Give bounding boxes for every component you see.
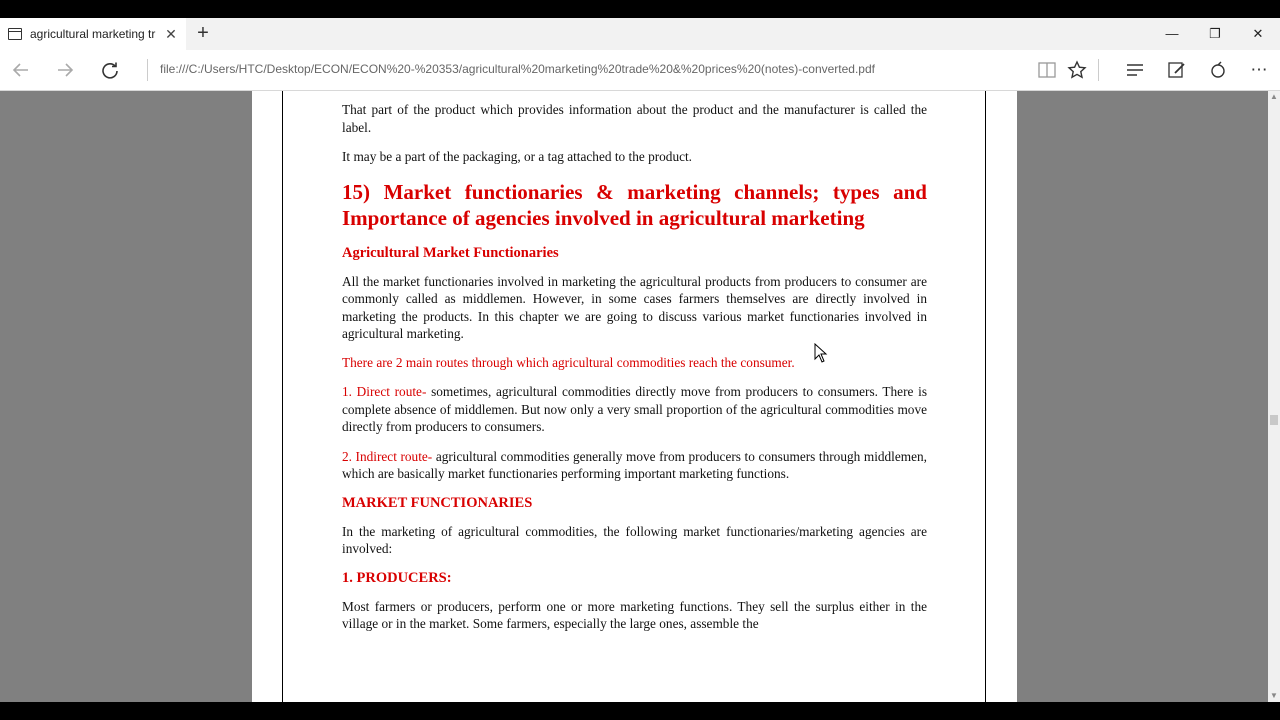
document-text <box>342 101 927 633</box>
refresh-icon[interactable] <box>95 56 125 84</box>
share-icon[interactable] <box>1203 56 1233 84</box>
paragraph-agencies: In the marketing of agricultural commodities, the following market functionaries/marketing agencies are involved: <box>342 523 927 556</box>
indirect-route-label: 2. Indirect route- <box>342 448 433 464</box>
direct-route-label: 1. Direct route- <box>342 384 427 399</box>
subheading-producers: 1. PRODUCERS: <box>342 569 452 586</box>
tab-active[interactable] <box>0 18 186 50</box>
favorite-star-icon[interactable] <box>1062 56 1092 84</box>
pdf-page <box>252 91 1017 702</box>
back-icon[interactable] <box>6 56 36 84</box>
hub-icon[interactable] <box>1120 56 1150 84</box>
browser-window <box>0 18 1280 702</box>
tab-bar <box>0 18 1280 50</box>
paragraph-producers: Most farmers or producers, perform one or more marketing functions. They sell the surplus either in the village or in the market. Some farmers, especially the large ones, assemble the <box>342 598 927 631</box>
divider <box>1098 59 1099 81</box>
paragraph-direct-route <box>342 383 927 436</box>
section-heading: 15) Market functionaries & marketing channels; types and Importance of agencies involved in agricultural marketing <box>342 179 927 230</box>
paragraph-routes: There are 2 main routes through which agricultural commodities reach the consumer. <box>342 354 795 370</box>
vertical-scrollbar[interactable] <box>1268 91 1280 702</box>
minimize-button[interactable]: — <box>1165 26 1179 41</box>
close-window-button[interactable]: ✕ <box>1252 26 1264 41</box>
forward-icon[interactable] <box>50 56 80 84</box>
subheading-market-functionaries: Agricultural Market Functionaries <box>342 244 559 261</box>
tab-title: agricultural marketing tr <box>30 27 156 41</box>
close-icon[interactable]: ✕ <box>165 26 177 42</box>
restore-button[interactable]: ❐ <box>1209 26 1221 41</box>
page-border-right <box>985 91 986 702</box>
navigation-bar <box>0 50 1280 91</box>
new-tab-button[interactable]: + <box>197 22 209 44</box>
page-border-left <box>282 91 283 702</box>
direct-route-text: sometimes, agricultural commodities directly move from producers to consumers. There is complete absence of middlemen. But now only a very small proportion of the agricultural commodities move directly from producers to consumers. <box>342 384 927 434</box>
page-icon <box>8 28 22 40</box>
reading-view-icon[interactable] <box>1032 56 1062 84</box>
paragraph-indirect-route <box>342 448 927 483</box>
subheading-market-functionaries-caps: MARKET FUNCTIONARIES <box>342 494 533 511</box>
paragraph-packaging: It may be a part of the packaging, or a tag attached to the product. <box>342 149 693 164</box>
paragraph-label-definition: That part of the product which provides information about the product and the manufacturer is called the label. <box>342 102 927 135</box>
mouse-cursor-icon <box>814 343 828 363</box>
address-bar[interactable]: file:///C:/Users/HTC/Desktop/ECON/ECON%20-%20353/agricultural%20marketing%20trade%20&%20prices%20(notes)-converted.pdf <box>160 62 875 76</box>
pdf-viewer[interactable] <box>0 91 1268 702</box>
scroll-down-icon[interactable]: ▼ <box>1270 691 1278 700</box>
indirect-route-text: agricultural commodities generally move from producers to consumers through middlemen, which are basically market functionaries performing important marketing functions. <box>342 448 927 481</box>
more-icon[interactable]: ⋯ <box>1250 60 1268 79</box>
scroll-up-icon[interactable]: ▲ <box>1270 92 1278 101</box>
web-note-icon[interactable] <box>1162 56 1192 84</box>
paragraph-middlemen: All the market functionaries involved in marketing the agricultural products from producers to consumer are commonly called as middlemen. However, in some cases farmers themselves are directly involved in marketing the products. In this chapter we are going to discuss various market functionaries involved in agricultural marketing. <box>342 273 927 341</box>
divider <box>147 59 148 81</box>
scroll-thumb[interactable] <box>1270 415 1278 425</box>
